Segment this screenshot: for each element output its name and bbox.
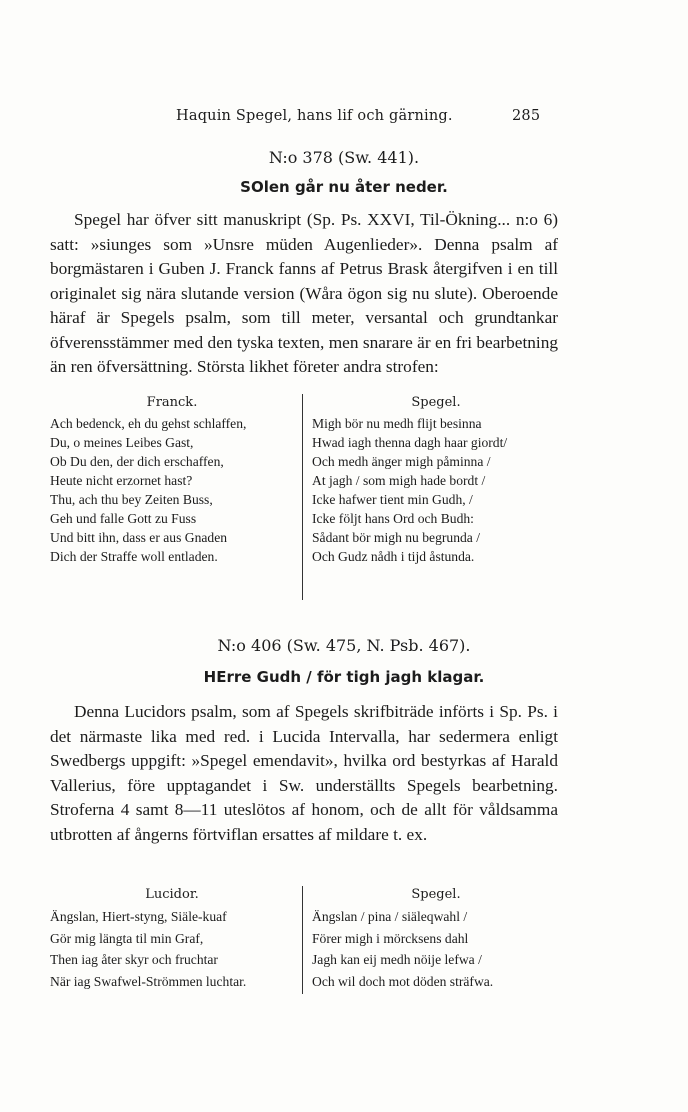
verse-line: Icke hafwer tient min Gudh, /: [312, 492, 473, 507]
verse-line: Migh bör nu medh flijt besinna: [312, 416, 482, 431]
verse-comparison: [50, 392, 560, 608]
verse-line: Thu, ach thu bey Zeiten Buss,: [50, 492, 213, 507]
verse-line: Ach bedenck, eh du gehst schlaffen,: [50, 416, 247, 431]
verse-comparison: [50, 884, 560, 1000]
running-title: Haquin Spegel, hans lif och gärning.: [176, 108, 453, 124]
page-number: 285: [512, 108, 541, 124]
paragraph-text: Spegel har öfver sitt manuskript (Sp. Ps. XXVI, Til-Ökning... n:o 6) satt: »siunges som »Unsre müden Augenlieder». Denna psalm af borgmästaren i Guben J. Franck fanns af Petrus Brask återgifven i en till originalet sig nära slutande version (Wåra ögon sig nu slute). Oberoende häraf är Spegels psalm, som till meter, versantal och grundtankar öfverensstämmer med den tyska texten, men snarare är en fri bearbetning än ren öfversättning. Största likhet företer andra strofen:: [50, 210, 558, 376]
verse-line: Sådant bör migh nu begrunda /: [312, 530, 481, 545]
column-divider: [302, 886, 303, 994]
spegel-verse-column: [312, 884, 560, 992]
column-heading: Spegel.: [411, 887, 461, 902]
verse-line: Heute nicht erzornet hast?: [50, 473, 193, 488]
column-heading: Lucidor.: [145, 887, 199, 902]
source-verse-column: [50, 884, 294, 992]
verse-line: Jagh kan eij medh nöije lefwa /: [312, 952, 482, 967]
verse-line: Ängslan, Hiert-styng, Siäle-kuaf: [50, 909, 227, 924]
hymn-title: HErre Gudh / för tigh jagh klagar.: [203, 668, 485, 686]
source-verse-column: [50, 392, 294, 566]
verse-line: Du, o meines Leibes Gast,: [50, 435, 194, 450]
verse-line: Then iag åter skyr och fruchtar: [50, 952, 218, 967]
entry-number: N:o 406 (Sw. 475, N. Psb. 467).: [217, 636, 471, 655]
verse-line: Hwad iagh thenna dagh haar giordt/: [312, 435, 508, 450]
commentary-paragraph: [50, 208, 558, 380]
hymn-title: SOlen går nu åter neder.: [240, 178, 448, 196]
running-head: [0, 108, 688, 130]
verse-line: När iag Swafwel-Strömmen luchtar.: [50, 973, 247, 989]
paragraph-text: Denna Lucidors psalm, som af Spegels skrifbiträde införts i Sp. Ps. i det närmaste lika med red. i Lucida Intervalla, har sedermera enligt Swedbergs uppgift: »Spegel emendavit», hvilka ord bestyrkas af Harald Vallerius, före upptagandet i Sw. underställts Spegels bearbetning. Stroferna 4 samt 8—11 uteslötos af honom, och de allt för våldsamma utbrotten af ångerns förtviflan ersattes af mildare t. ex.: [50, 702, 558, 844]
spegel-verse-column: [312, 392, 560, 566]
verse-line: Och medh änger migh påminna /: [312, 454, 491, 469]
verse-line: Ängslan / pina / siäleqwahl /: [312, 909, 468, 924]
entry-number: N:o 378 (Sw. 441).: [268, 148, 420, 167]
verse-line: Und bitt ihn, dass er aus Gnaden: [50, 530, 228, 545]
column-heading: Franck.: [146, 395, 198, 410]
verse-line: Dich der Straffe woll entladen.: [50, 549, 218, 564]
verse-line: Ob Du den, der dich erschaffen,: [50, 454, 224, 469]
commentary-paragraph: [50, 700, 558, 847]
verse-line: Icke följt hans Ord och Budh:: [312, 511, 474, 526]
verse-line: Och wil doch mot döden sträfwa.: [312, 973, 494, 989]
column-divider: [302, 394, 303, 600]
verse-line: Geh und falle Gott zu Fuss: [50, 511, 197, 526]
column-heading: Spegel.: [411, 395, 461, 410]
verse-line: Och Gudz nådh i tijd åstunda.: [312, 549, 475, 564]
verse-line: Förer migh i mörcksens dahl: [312, 930, 469, 946]
verse-line: At jagh / som migh hade bordt /: [312, 473, 486, 488]
verse-line: Gör mig längta til min Graf,: [50, 930, 204, 946]
